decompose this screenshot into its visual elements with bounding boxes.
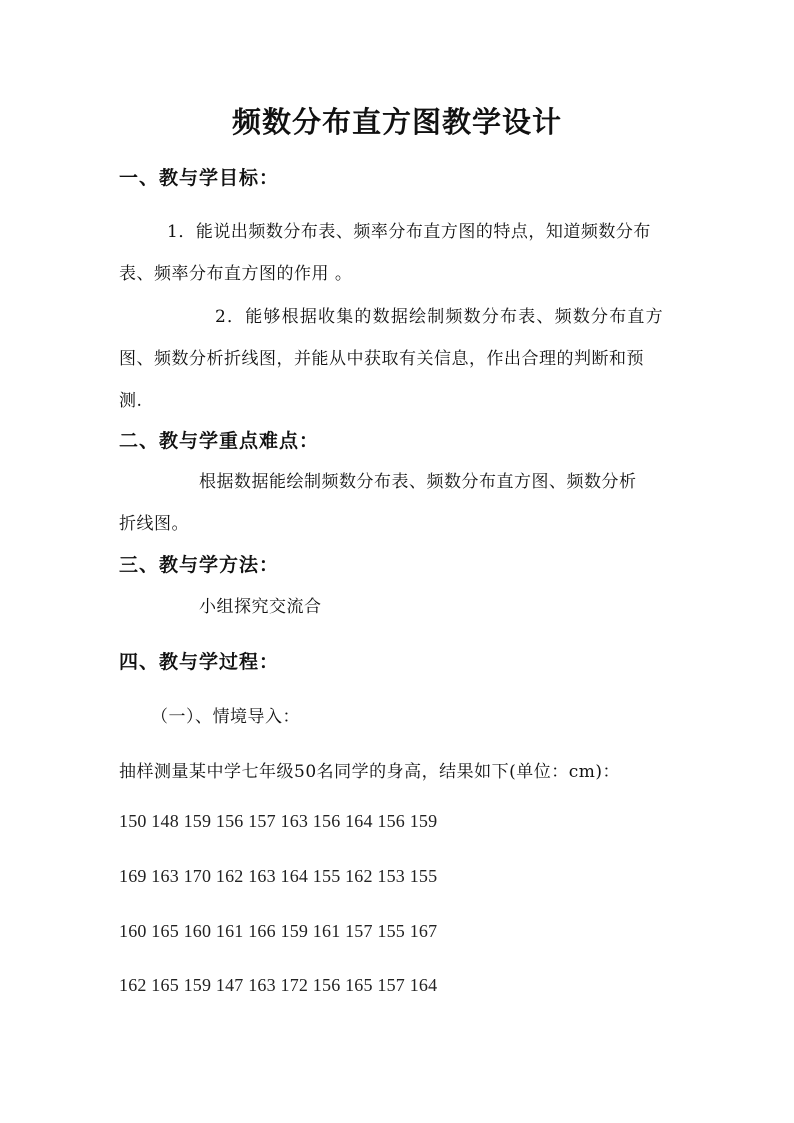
height-data-row: 169 163 170 162 163 164 155 162 153 155: [119, 866, 438, 886]
key-points-heading: 二、教与学重点难点：: [119, 430, 320, 452]
height-data-row: 162 165 159 147 163 172 156 165 157 164: [119, 975, 438, 995]
height-data-row: 160 165 160 161 166 159 161 157 155 167: [119, 921, 438, 941]
process-intro: 抽样测量某中学七年级50名同学的身高，结果如下(单位：cm)：: [119, 762, 621, 782]
document-title: 频数分布直方图教学设计: [231, 105, 562, 139]
methods-heading: 三、教与学方法：: [119, 554, 280, 576]
objective-1-line-1: 1．能说出频数分布表、频率分布直方图的特点，知道频数分布: [167, 222, 651, 242]
objective-1-line-2: 表、频率分布直方图的作用 。: [119, 264, 353, 284]
key-points-line-1: 根据数据能绘制频数分布表、频数分布直方图、频数分析: [199, 472, 637, 492]
key-points-line-2: 折线图。: [119, 514, 189, 534]
process-heading: 四、教与学过程：: [119, 651, 280, 673]
objective-2-line-1: 2．能够根据收集的数据绘制频数分布表、频数分布直方: [215, 307, 664, 327]
methods-text: 小组探究交流合: [199, 597, 322, 617]
objective-2-line-2: 图、频数分析折线图，并能从中获取有关信息，作出合理的判断和预: [119, 349, 644, 369]
objectives-heading: 一、教与学目标：: [119, 167, 280, 189]
height-data-row: 150 148 159 156 157 163 156 164 156 159: [119, 811, 438, 831]
process-subheading: （一）、情境导入：: [151, 707, 300, 727]
objective-2-line-3: 测.: [119, 391, 143, 411]
